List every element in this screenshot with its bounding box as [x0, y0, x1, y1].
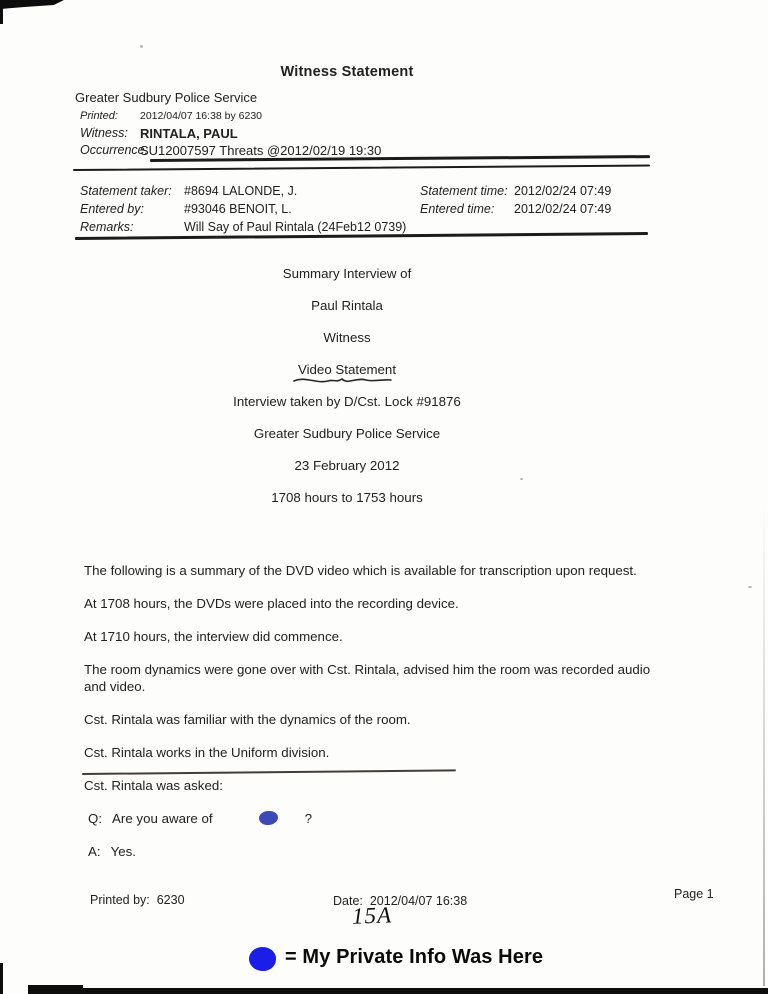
wavy-underline-mark: [292, 375, 394, 387]
paragraph: Cst. Rintala was asked:: [84, 778, 223, 793]
scan-artifact-top-left-sliver: [0, 0, 3, 24]
date-value: 2012/04/07 16:38: [369, 894, 468, 908]
agency-name: Greater Sudbury Police Service: [75, 90, 258, 105]
statement-taker-value: #8694 LALONDE, J.: [184, 184, 298, 198]
interview-header: [0, 266, 694, 522]
occurrence-label: Occurrence:: [80, 143, 149, 157]
interview-line: Paul Rintala: [311, 298, 383, 313]
scan-speck: [140, 45, 143, 48]
scan-artifact-bottom-bar: [28, 988, 768, 994]
interview-line: 1708 hours to 1753 hours: [271, 490, 423, 505]
paragraph: Cst. Rintala was familiar with the dynamics of the room.: [84, 712, 411, 727]
question-prefix: Q:: [88, 811, 103, 826]
entered-by-value: #93046 BENOIT, L.: [184, 202, 292, 216]
paragraph: The room dynamics were gone over with Cst. Rintala, advised him the room was recorded audio and video.: [84, 662, 651, 694]
paragraph: At 1708 hours, the DVDs were placed into the recording device.: [84, 596, 459, 611]
printed-label: Printed:: [80, 110, 118, 122]
interview-line-video-statement: Video Statement: [297, 362, 397, 377]
printed-by: [90, 893, 185, 907]
remarks-value: Will Say of Paul Rintala (24Feb12 0739): [184, 220, 407, 234]
interview-line: 23 February 2012: [294, 458, 400, 473]
interview-line: Witness: [323, 330, 371, 345]
question-mark: ?: [304, 811, 312, 826]
entered-time-value: 2012/02/24 07:49: [514, 202, 612, 216]
entered-time-label: Entered time:: [420, 202, 495, 216]
page-number: Page 1: [674, 887, 714, 901]
scan-artifact-right-edge: [763, 500, 765, 986]
occurrence-value: SU12007597 Threats @2012/02/19 19:30: [140, 143, 382, 158]
scan-artifact-bottom-left: [0, 963, 3, 994]
legend-text: = My Private Info Was Here: [285, 946, 544, 968]
document-title: Witness Statement: [280, 64, 414, 80]
scan-artifact-top-left: [0, 0, 64, 9]
scan-speck: [748, 586, 752, 588]
answer-prefix: A:: [88, 844, 101, 860]
statement-taker-label: Statement taker:: [80, 184, 172, 198]
question-text: Are you aware of: [112, 811, 213, 826]
separator-rule-top-b: [73, 164, 650, 171]
paragraph: The following is a summary of the DVD video which is available for transcription upon request.: [84, 563, 637, 578]
interview-line: Summary Interview of: [282, 266, 412, 281]
printed-by-label: Printed by:: [90, 893, 150, 907]
handwritten-exhibit-number: 15A: [351, 902, 393, 929]
statement-time-label: Statement time:: [420, 184, 508, 198]
statement-body: [84, 562, 660, 876]
paragraph-underlined: Cst. Rintala works in the Uniform division.: [84, 745, 330, 760]
paragraph: At 1710 hours, the interview did commence.: [84, 629, 343, 644]
scan-artifact-bottom-step: [28, 985, 83, 989]
printed-by-value: 6230: [156, 893, 185, 907]
entered-by-label: Entered by:: [80, 202, 144, 216]
answer-text: Yes.: [110, 844, 136, 860]
redaction-dot-icon: [258, 811, 278, 826]
remarks-label: Remarks:: [80, 220, 134, 234]
interview-line: Interview taken by D/Cst. Lock #91876: [233, 394, 461, 409]
statement-time-value: 2012/02/24 07:49: [514, 184, 612, 198]
witness-label: Witness:: [80, 126, 128, 140]
question-line: [84, 810, 660, 827]
answer-line: [84, 843, 660, 860]
legend-redaction-dot-icon: [248, 946, 277, 973]
interview-line: Greater Sudbury Police Service: [253, 426, 441, 441]
witness-value: RINTALA, PAUL: [140, 126, 238, 141]
printed-value: 2012/04/07 16:38 by 6230: [140, 110, 263, 122]
date-label: Date:: [333, 894, 363, 908]
